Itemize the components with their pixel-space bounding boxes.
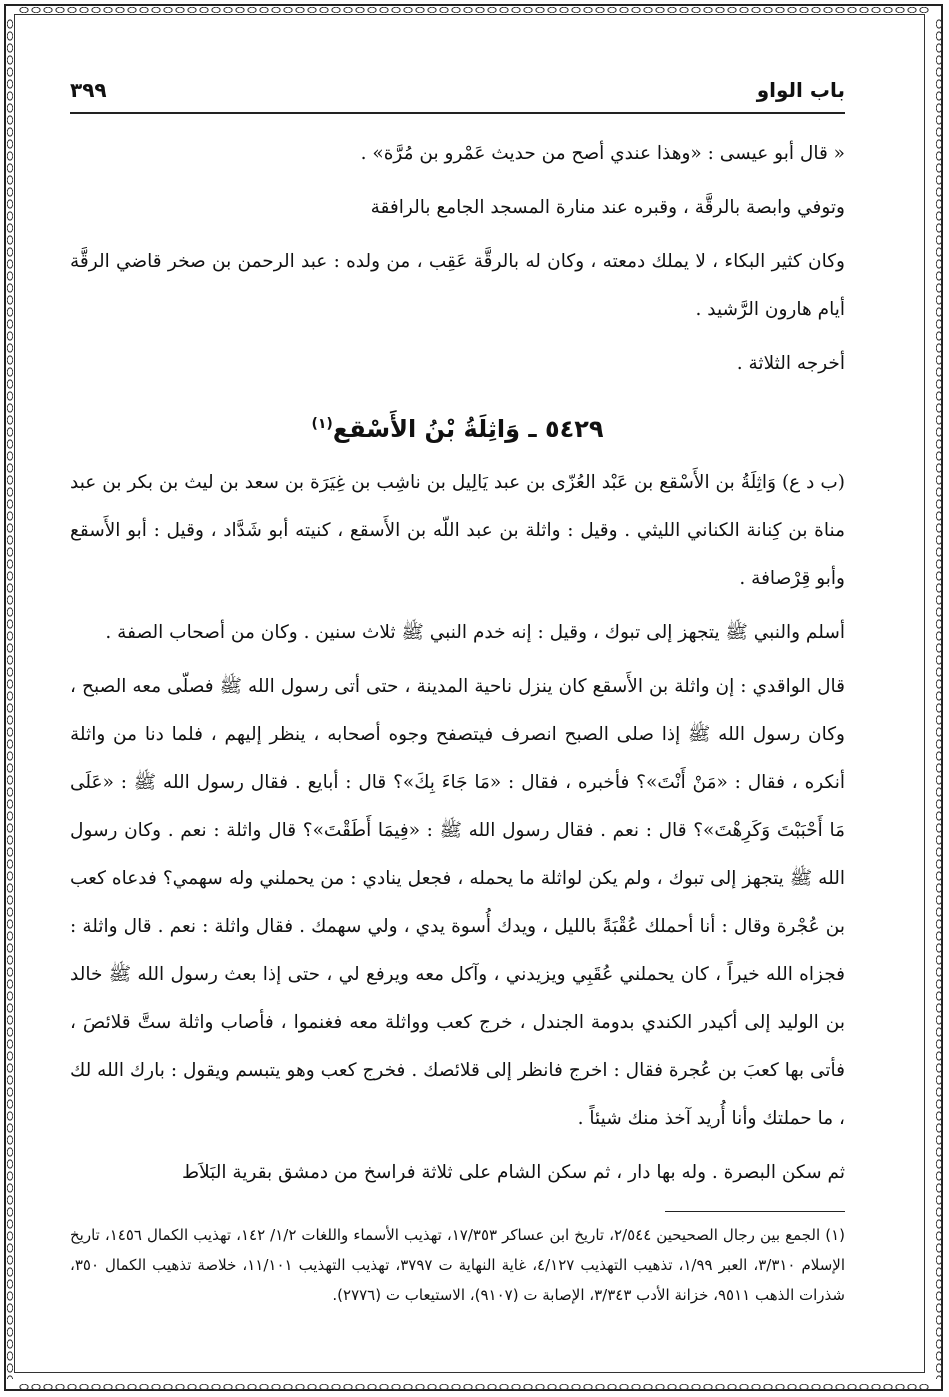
footnote: (١) الجمع بين رجال الصحيحين ٢/٥٤٤، تاريخ ابن عساكر ١٧/٣٥٣، تهذيب الأسماء واللغات ١/٢/ ١٤٢، تهذيب الكمال ١٤٥٦، تاريخ الإسلام ٣/٣١٠، العبر ١/٩٩، تذهيب التهذيب ٤/١٢٧، غاية النهاية ت ٣٧٩٧، تهذيب التهذيب ١١/١٠١، خلاصة تذهيب الكمال ٣٥٠، شذرات الذهب ٩٥١١، خزانة الأدب ٣/٣٤٣، الإصابة ت (٩١٠٧)، الاستيعاب ت (٢٧٧٦). xyxy=(70,1226,846,1304)
paragraph: (ب د ع) وَاثِلَةُ بن الأَسْقع بن عَبْد العُزّى بن عبد يَالِيل بن ناشِب بن غِيَرَة بن سعد بن ليث بن بكر بن عبد مناة بن كِنانة الكناني الليثي . وقيل : واثلة بن عبد اللّه بن الأَسقع ، كنيته أبو شَدَّاد ، وقيل : أبو الأَسقع وأبو قِرْصافة . xyxy=(70,472,845,589)
bottom-ornament xyxy=(18,1381,931,1393)
left-ornament xyxy=(4,18,16,1379)
paragraph: ثم سكن البصرة . وله بها دار ، ثم سكن الشام على ثلاثة فراسخ من دمشق بقرية البَلاَط xyxy=(182,1162,845,1183)
paragraph: أسلم والنبي ﷺ يتجهز إلى تبوك ، وقيل : إنه خدم النبي ﷺ ثلاث سنين . وكان من أصحاب الصفة . xyxy=(105,622,845,643)
footnote-rule xyxy=(665,1211,845,1212)
paragraph: قال الواقدي : إن واثلة بن الأَسقع كان ينزل ناحية المدينة ، حتى أتى رسول الله ﷺ فصلّى معه الصبح ، وكان رسول الله ﷺ إذا صلى الصبح انصرف فيتصفح وجوه أصحابه ، ينظر إليهم ، فلما دنا من واثلة أنكره ، فقال : «مَنْ أَنْتَ»؟ فأخبره ، فقال : «مَا جَاءَ بِكَ»؟ قال : أبايع . فقال رسول الله ﷺ : «عَلَى مَا أَحْبَبْتَ وَكَرِهْتَ»؟ قال : نعم . فقال رسول الله ﷺ : «فِيمَا أَطَقْتَ»؟ قال واثلة : نعم . وكان رسول الله ﷺ يتجهز إلى تبوك ، ولم يكن لواثلة ما يحمله ، فجعل ينادي : من يحملني وله سهمي؟ فدعاه كعب بن عُجْرة وقال : أنا أحملك عُقْبَةً بالليل ، ويدك أُسوة يدي ، ولي سهمك . فقال واثلة : نعم . قال واثلة : فجزاه الله خيراً ، كان يحملني عُقَبِي ويزيدني ، وآكل معه ويرفع لي ، حتى إذا بعث رسول الله ﷺ خالد بن الوليد إلى أكيدر الكندي بدومة الجندل ، خرج كعب وواثلة معه فغنموا ، فأصاب واثلة ستَّ قلائصَ ، فأتى بها كعبَ بن عُجرة فقال : اخرج فانظر إلى قلائصك . فخرج كعب وهو يتبسم ويقول : بارك الله لك ، ما حملتك وأنا أُريد آخذ منك شيئاً . xyxy=(70,676,845,1129)
running-header xyxy=(70,78,845,108)
paragraph: وكان كثير البكاء ، لا يملك دمعته ، وكان له بالرقَّة عَقِب ، من ولده : عبد الرحمن بن صخر قاضي الرقَّة أيام هارون الرَّشيد . xyxy=(70,251,845,320)
page-content xyxy=(70,70,845,1340)
paragraph: « قال أبو عيسى : «وهذا عندي أصح من حديث عَمْرو بن مُرَّة» . xyxy=(360,143,845,164)
main-text xyxy=(70,130,845,1310)
footnotes xyxy=(70,1220,845,1310)
header-rule xyxy=(70,112,845,114)
paragraph: وتوفي وابصة بالرقَّة ، وقبره عند منارة المسجد الجامع بالرافقة xyxy=(370,197,845,218)
top-ornament xyxy=(18,4,931,16)
footnote-marker: (١) xyxy=(311,416,333,432)
page-number: ٣٩٩ xyxy=(70,78,107,102)
chapter-title: باب الواو xyxy=(756,78,845,102)
paragraph: أخرجه الثلاثة . xyxy=(736,353,845,374)
entry-heading xyxy=(70,400,845,453)
right-ornament xyxy=(933,18,945,1379)
entry-title: ٥٤٢٩ ـ وَاثِلَةُ بْنُ الأَسْقع xyxy=(332,415,604,443)
